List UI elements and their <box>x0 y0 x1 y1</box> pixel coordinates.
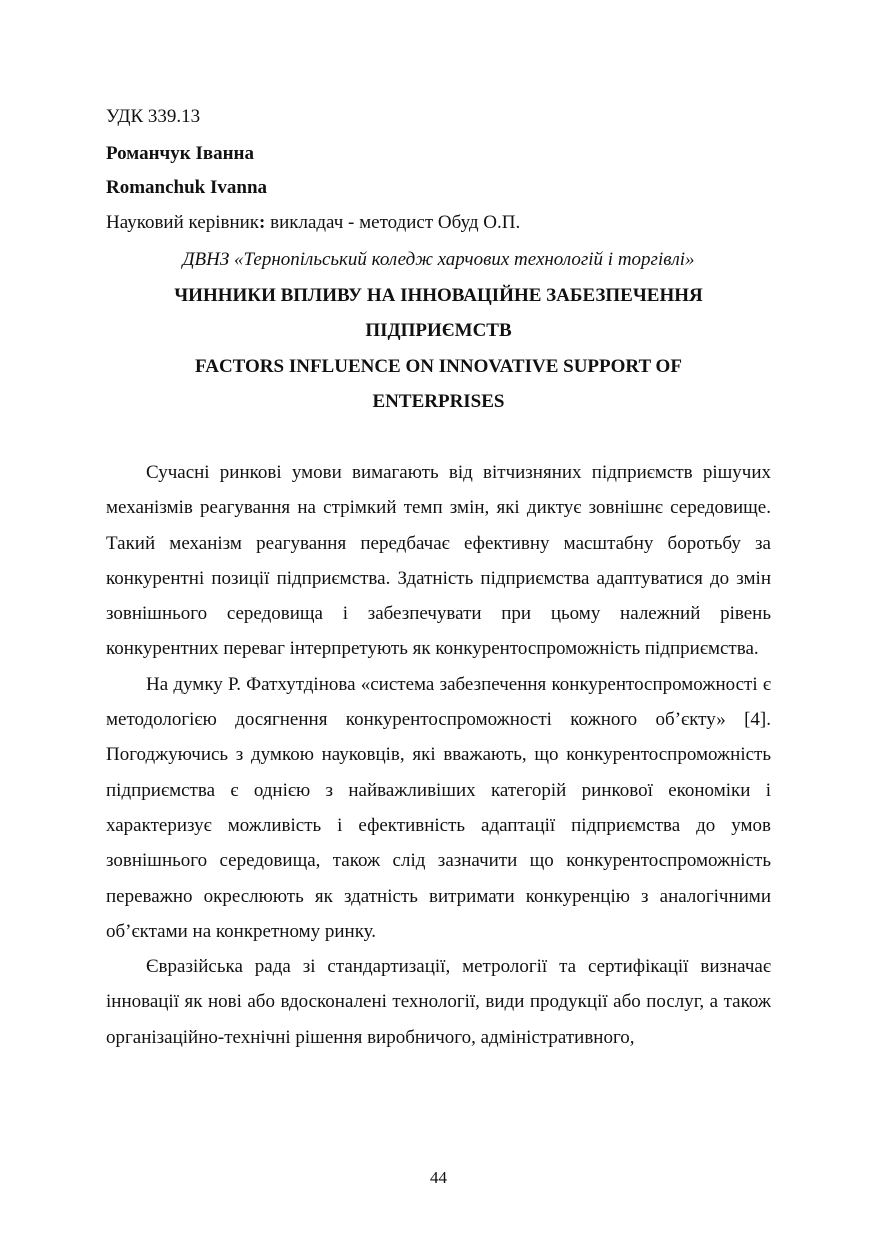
article-body <box>106 455 771 1055</box>
title-ua-line-2: ПІДПРИЄМСТВ <box>365 320 512 341</box>
title-ua-line-1: ЧИННИКИ ВПЛИВУ НА ІННОВАЦІЙНЕ ЗАБЕЗПЕЧЕННЯ <box>174 285 703 306</box>
udk-code: УДК 339.13 <box>106 106 201 127</box>
title-en-line-2: ENTERPRISES <box>372 391 505 412</box>
author-name-ua: Романчук Іванна <box>106 143 254 164</box>
supervisor-value: викладач - методист Обуд О.П. <box>265 212 521 233</box>
body-paragraph-3: Євразійська рада зі стандартизації, метрології та сертифікації визначає інновації як нові або вдосконалені технології, види продукції або послуг, а також організаційно-технічні рішення виробничого, адміністративного, <box>106 956 771 1048</box>
supervisor-colon: : <box>259 212 266 233</box>
page-number: 44 <box>430 1168 447 1187</box>
institution-name: ДВНЗ «Тернопільський коледж харчових технологій і торгівлі» <box>182 249 695 270</box>
author-name-en: Romanchuk Ivanna <box>106 177 268 198</box>
supervisor-line <box>106 211 520 235</box>
supervisor-label: Науковий керівник <box>106 212 260 233</box>
body-paragraph-2: На думку Р. Фатхутдінова «система забезпечення конкурентоспроможності є методологією досягнення конкурентоспроможності кожного об’єкту» [4]. Погоджуючись з думкою науковців, які вважають, що конкурентоспроможність підприємства є однією з найважливіших категорій ринкової економіки і характеризує можливість і ефективність адаптації підприємства до умов зовнішнього середовища, також слід зазначити що конкурентоспроможність переважно окреслюють як здатність витримати конкуренцію з аналогічними об’єктами на конкретному ринку. <box>106 673 771 942</box>
body-paragraph-1: Сучасні ринкові умови вимагають від вітчизняних підприємств рішучих механізмів реагування на стрімкий темп змін, які диктує зовнішнє середовище. Такий механізм реагування передбачає ефективну масштабну боротьбу за конкурентні позиції підприємства. Здатність підприємства адаптуватися до змін зовнішнього середовища і забезпечувати при цьому належний рівень конкурентних переваг інтерпретують як конкурентоспроможність підприємства. <box>106 462 771 660</box>
title-en-line-1: FACTORS INFLUENCE ON INNOVATIVE SUPPORT OF <box>195 356 682 377</box>
